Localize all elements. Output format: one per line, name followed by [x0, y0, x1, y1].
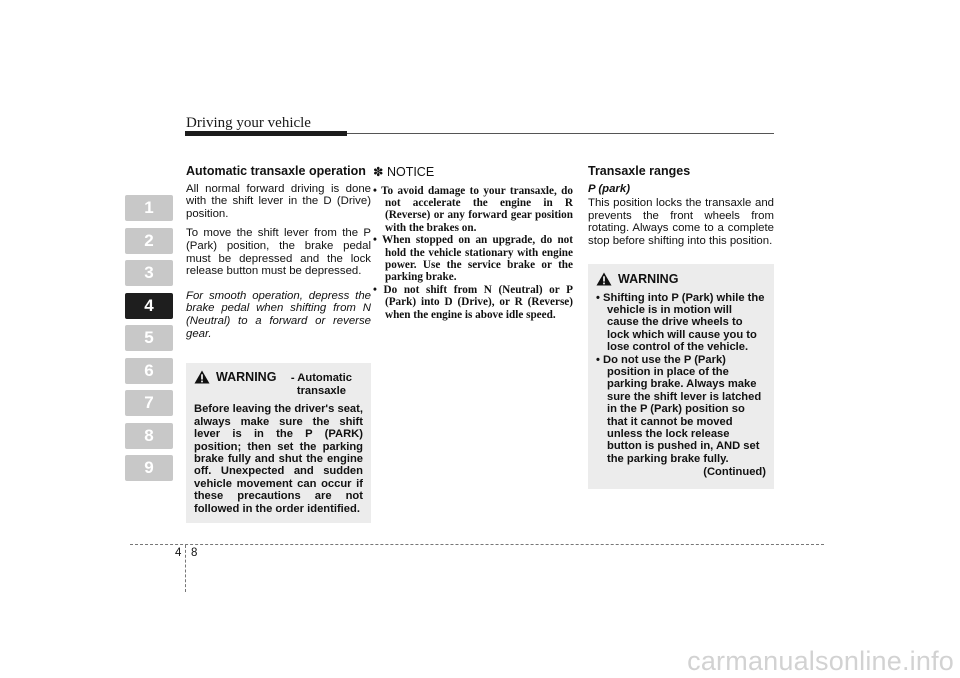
paragraph: This position locks the transaxle and prevents the front wheels from rotating. Always come to a complete stop before shifting into this position. [588, 197, 774, 247]
list-item: • When stopped on an upgrade, do not hold the vehicle stationary with engine power. Use the service brake or the parking brake. [373, 234, 573, 284]
paragraph: All normal forward driving is done with the shift lever in the D (Drive) position. [186, 182, 371, 220]
notice-title: ✽ NOTICE [373, 165, 435, 179]
list-item: • Do not use the P (Park) position in place of the parking brake. Always make sure the shift lever is latched in the P (Park) position so that it cannot be moved unless the lock release button is pushed in, AND set the parking brake fully. [596, 353, 762, 465]
chapter-tab-9[interactable]: 9 [125, 455, 173, 481]
header-title: Driving your vehicle [186, 115, 311, 131]
chapter-tab-1[interactable]: 1 [125, 195, 173, 221]
chapter-tabs [125, 195, 173, 488]
column-1 [186, 165, 371, 523]
chapter-tab-4[interactable]: 4 [125, 293, 173, 319]
chapter-tab-6[interactable]: 6 [125, 358, 173, 384]
warning-title: WARNING [618, 271, 679, 286]
warning-triangle-icon [194, 370, 210, 384]
list-item: • Do not shift from N (Neutral) or P (Park) into D (Drive), or R (Reverse) when the engine is above idle speed. [373, 283, 573, 321]
list-item: • To avoid damage to your transaxle, do not accelerate the engine in R (Reverse) or any forward gear position with the brakes on. [373, 184, 573, 234]
warning-header [596, 273, 766, 286]
header-bar-dark [185, 131, 347, 136]
subheading: P (park) [588, 182, 630, 195]
chapter-tab-3[interactable]: 3 [125, 260, 173, 286]
chapter-tab-7[interactable]: 7 [125, 390, 173, 416]
chapter-tab-2[interactable]: 2 [125, 228, 173, 254]
notice-list [373, 185, 573, 321]
warning-header [194, 371, 363, 397]
column-3 [588, 165, 774, 489]
footer-vertical-divider [185, 545, 186, 592]
footer-divider [130, 544, 824, 545]
list-item: • Shifting into P (Park) while the vehicle is in motion will cause the drive wheels to lock which will cause you to lose control of the vehicle. [596, 291, 765, 354]
section-heading: Automatic transaxle operation [186, 164, 366, 178]
page-number: 8 [191, 547, 198, 559]
warning-title: WARNING [216, 370, 277, 385]
continued-label: (Continued) [703, 466, 766, 479]
chapter-tab-8[interactable]: 8 [125, 423, 173, 449]
watermark: carmanualsonline.info [687, 646, 954, 676]
paragraph: To move the shift lever from the P (Park) position, the brake pedal must be depressed and the lock release button must be depressed. [186, 227, 371, 278]
header-bar-line [347, 133, 774, 134]
section-heading: Transaxle ranges [588, 164, 691, 178]
warning-triangle-icon [596, 272, 612, 286]
warning-box [588, 264, 774, 489]
warning-text: Before leaving the driver's seat, always make sure the shift lever is in the P (PARK) position; then set the parking brake fully and shut the engine off. Unexpected and sudden vehicle movement can occur if these precautions are not followed in the order identified. [194, 403, 363, 515]
italic-note: For smooth operation, depress the brake pedal when shifting from N (Neutral) to a forward or reverse gear. [186, 289, 371, 340]
column-2 [373, 165, 573, 321]
warning-list [596, 292, 766, 466]
warning-subtitle: - Automatic transaxle [290, 372, 352, 397]
warning-box [186, 363, 371, 523]
chapter-tab-5[interactable]: 5 [125, 325, 173, 351]
chapter-number: 4 [175, 547, 182, 559]
